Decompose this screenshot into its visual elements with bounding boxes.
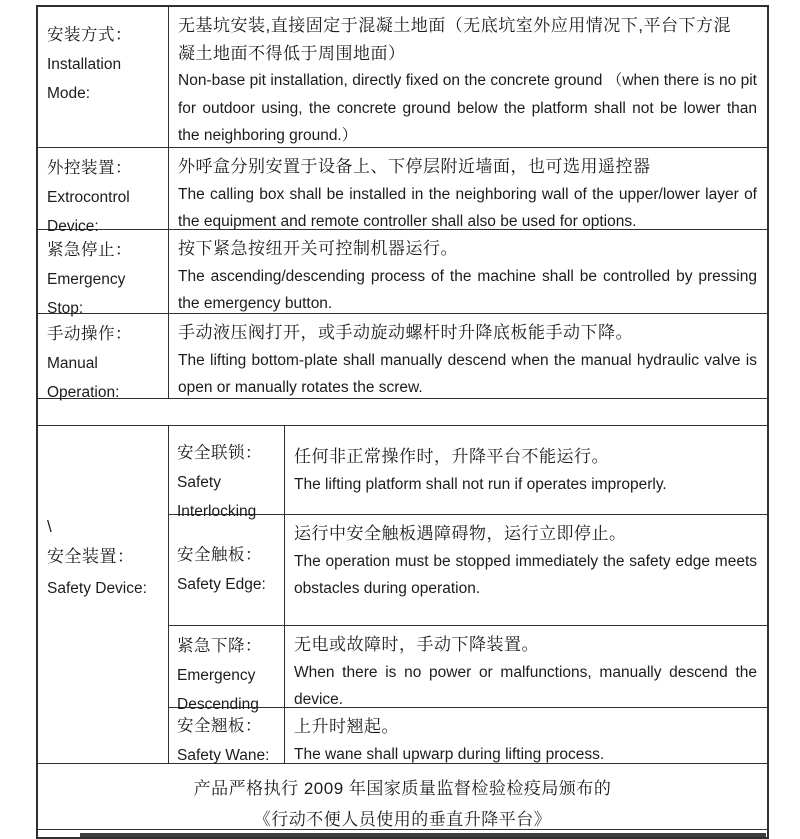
- label-en: Safety Edge:: [177, 576, 266, 593]
- label-zh: 手动操作：: [47, 325, 132, 343]
- cropped-next-row-band: [80, 833, 766, 837]
- content-zh-line: 按下紧急按纽开关可控制机器运行。: [178, 239, 458, 258]
- label-en: Extrocontrol: [47, 189, 130, 206]
- row-content-manual-operation: [169, 314, 767, 398]
- subrow-name-safety-interlocking: [169, 426, 285, 520]
- subrow-name-safety-wane: [169, 708, 285, 763]
- label-en: Descending: [177, 696, 259, 713]
- content-zh-line: 外呼盒分别安置于设备上、下停层附近墙面，也可选用遥控器: [178, 157, 651, 176]
- label-zh: 安全联锁：: [177, 444, 262, 462]
- label-en: Device:: [47, 218, 99, 235]
- label-zh: 安装方式：: [47, 26, 132, 44]
- content-en: The ascending/descending process of the machine shall be controlled by pressing the emergency button.: [178, 267, 757, 312]
- content-en: The lifting bottom-plate shall manually descend when the manual hydraulic valve is open or manually rotates the screw.: [178, 351, 757, 396]
- content-zh-line: 运行中安全触板遇障碍物，运行立即停止。: [294, 524, 627, 543]
- label-zh: 安全触板：: [177, 546, 262, 564]
- content-zh-line: 上升时翘起。: [294, 717, 399, 736]
- label-en: Mode:: [47, 85, 91, 102]
- row-content-extrocontrol-device: [169, 148, 767, 229]
- table-section-safety-device: [38, 426, 767, 764]
- content-zh-line: 任何非正常操作时，升降平台不能运行。: [294, 447, 609, 466]
- subrow-name-emergency-descending: [169, 626, 285, 713]
- compliance-line-2: 《行动不便人员使用的垂直升降平台》: [253, 810, 552, 829]
- content-en: When there is no power or malfunctions, manually descend the device.: [294, 663, 757, 708]
- label-en: Stop:: [47, 300, 84, 317]
- label-en: Installation: [47, 56, 122, 73]
- row-label-safety-device: [38, 426, 169, 763]
- content-en: The operation must be stopped immediately the safety edge meets obstacles during operation.: [294, 552, 757, 597]
- specification-table: [36, 5, 769, 839]
- row-label-manual-operation: [38, 314, 169, 401]
- content-zh-line: 手动液压阀打开，或手动旋动螺杆时升降底板能手动下降。: [178, 323, 633, 342]
- content-zh-line: 无基坑安装,直接固定于混凝土地面（无底坑室外应用情况下,平台下方混: [178, 16, 731, 35]
- label-zh: 外控装置：: [47, 159, 132, 177]
- subrow-safety-edge: [169, 515, 767, 626]
- row-content-installation-mode: [169, 7, 767, 147]
- subrow-content-emergency-descending: [285, 626, 767, 707]
- cropped-next-row: [38, 830, 767, 837]
- label-en: Safety Wane:: [177, 747, 270, 764]
- compliance-statement: [38, 764, 767, 830]
- row-label-emergency-stop: [38, 230, 169, 317]
- content-en: The calling box shall be installed in the neighboring wall of the upper/lower layer of the equipment and remote controller shall also be used for options.: [178, 185, 757, 230]
- subrow-safety-wane: [169, 708, 767, 763]
- label-en: Operation:: [47, 384, 120, 401]
- subrow-content-safety-edge: [285, 515, 767, 625]
- safety-subrows: [169, 426, 767, 763]
- label-slash: \: [47, 517, 53, 536]
- subrow-emergency-descending: [169, 626, 767, 713]
- label-en: Safety: [177, 474, 221, 491]
- row-label-installation-mode: [38, 7, 169, 147]
- label-zh: 紧急下降：: [177, 637, 262, 655]
- content-zh-line: 凝土地面不得低于周围地面）: [178, 43, 406, 63]
- table-row-extrocontrol-device: [38, 148, 767, 235]
- subrow-content-safety-interlocking: [285, 426, 767, 514]
- subrow-name-safety-edge: [169, 515, 285, 625]
- content-en: The wane shall upwarp during lifting process.: [294, 745, 605, 763]
- content-zh-line: 无电或故障时，手动下降装置。: [294, 635, 539, 654]
- row-label-extrocontrol-device: [38, 148, 169, 235]
- label-zh: 安全装置：: [47, 547, 135, 566]
- label-en: Safety Device:: [47, 580, 147, 597]
- label-en: Emergency: [177, 667, 256, 684]
- label-en: Manual: [47, 355, 98, 372]
- row-content-emergency-stop: [169, 230, 767, 313]
- table-row-manual-operation: [38, 314, 767, 399]
- content-en: The lifting platform shall not run if operates improperly.: [294, 475, 667, 493]
- label-en: Interlocking: [177, 503, 257, 520]
- label-zh: 安全翘板：: [177, 717, 262, 735]
- subrow-safety-interlocking: [169, 426, 767, 520]
- label-zh: 紧急停止：: [47, 241, 132, 259]
- label-en: Emergency: [47, 271, 126, 288]
- table-row-emergency-stop: [38, 230, 767, 317]
- table-row-installation-mode: [38, 7, 767, 148]
- subrow-content-safety-wane: [285, 708, 767, 763]
- compliance-line-1: 产品严格执行 2009 年国家质量监督检验检疫局颁布的: [193, 779, 612, 798]
- content-en: Non-base pit installation, directly fixed on the concrete ground （when there is no pit for outdoor using, the concrete ground below the platform shall not be lower than the neighboring ground.）: [178, 72, 757, 144]
